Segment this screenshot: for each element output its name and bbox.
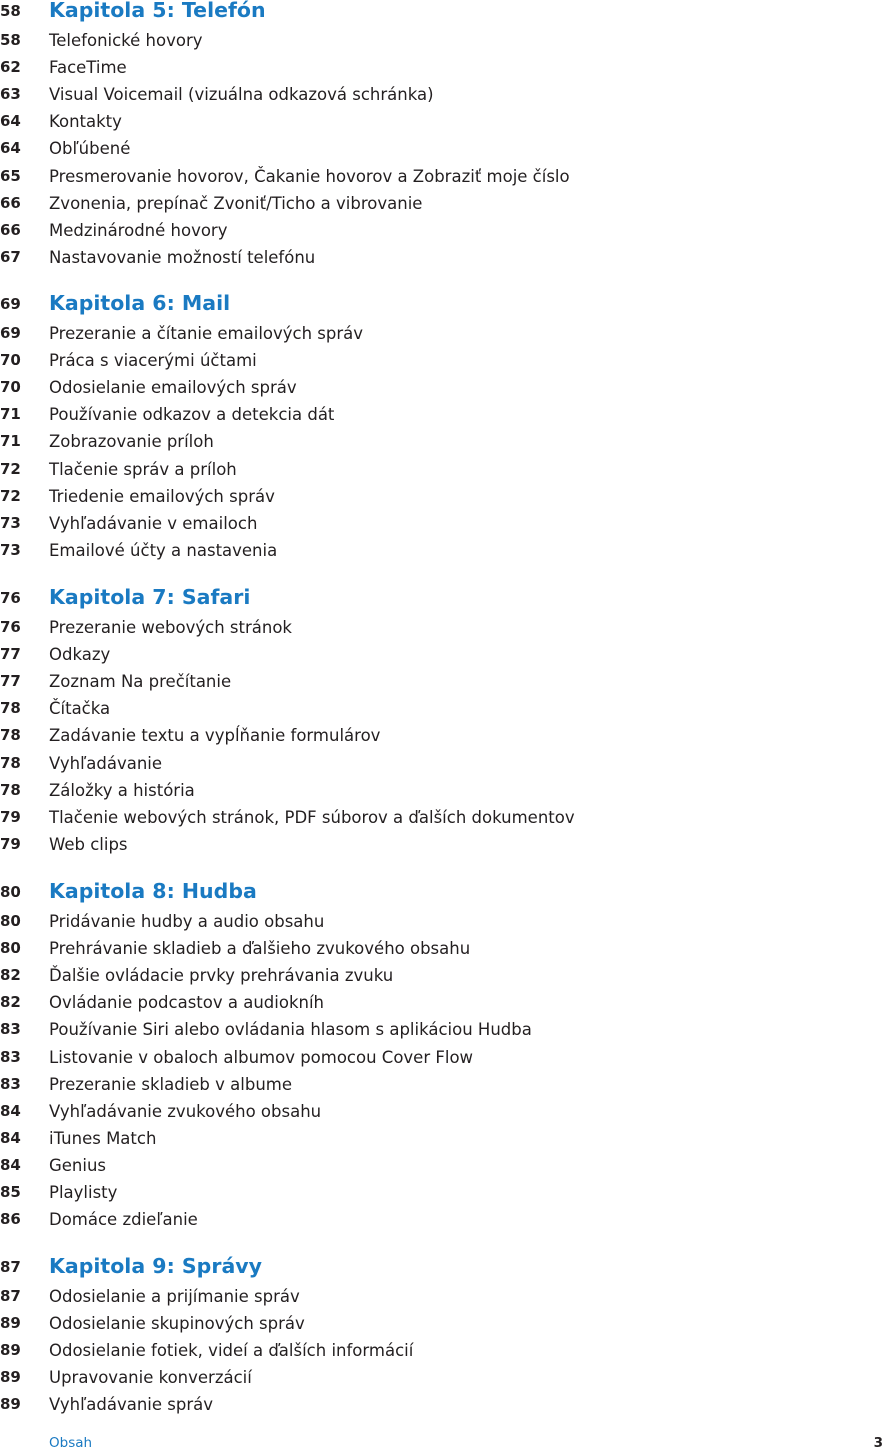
toc-entry[interactable] xyxy=(0,244,887,271)
entry-title: Odosielanie a prijímanie správ xyxy=(49,1287,300,1307)
toc-entry[interactable] xyxy=(0,217,887,244)
entry-title: Nastavovanie možností telefónu xyxy=(49,247,316,267)
entry-title: Odosielanie fotiek, videí a ďalších informácií xyxy=(49,1341,414,1361)
entry-title: Práca s viacerými účtami xyxy=(49,351,257,371)
entry-page-number: 84 xyxy=(0,1155,21,1174)
entry-title: Odosielanie skupinových správ xyxy=(49,1314,305,1334)
entry-title: Čítačka xyxy=(49,699,111,719)
entry-title: Telefonické hovory xyxy=(49,31,203,51)
entry-title: Zadávanie textu a vypĺňanie formulárov xyxy=(49,726,381,746)
toc-entry[interactable] xyxy=(0,54,887,81)
entry-title: Emailové účty a nastavenia xyxy=(49,540,278,560)
entry-page-number: 76 xyxy=(0,618,21,637)
entry-title: Genius xyxy=(49,1155,107,1175)
entry-title: Záložky a história xyxy=(49,780,195,800)
entry-title: Upravovanie konverzácií xyxy=(49,1368,252,1388)
entry-page-number: 70 xyxy=(0,378,21,397)
entry-title: Odosielanie emailových správ xyxy=(49,378,297,398)
entry-page-number: 66 xyxy=(0,193,21,212)
entry-page-number: 89 xyxy=(0,1395,21,1414)
toc-entry[interactable] xyxy=(0,1098,887,1125)
chapter-heading[interactable] xyxy=(0,587,887,614)
footer-page-number: 3 xyxy=(873,1435,883,1451)
chapter-section xyxy=(0,0,887,271)
entry-page-number: 83 xyxy=(0,1074,21,1093)
toc-entry[interactable] xyxy=(0,483,887,510)
entry-page-number: 67 xyxy=(0,247,21,266)
chapter-page-number: 69 xyxy=(0,295,21,313)
chapter-heading[interactable] xyxy=(0,1256,887,1283)
entry-title: FaceTime xyxy=(49,58,127,78)
entry-title: Prezeranie a čítanie emailových správ xyxy=(49,324,364,344)
entry-title: Prezeranie webových stránok xyxy=(49,618,292,638)
entry-page-number: 89 xyxy=(0,1314,21,1333)
entry-title: Prehrávanie skladieb a ďalšieho zvukového obsahu xyxy=(49,939,471,959)
toc-entry[interactable] xyxy=(0,537,887,564)
entry-title: Zoznam Na prečítanie xyxy=(49,672,232,692)
entry-page-number: 70 xyxy=(0,351,21,370)
entry-page-number: 72 xyxy=(0,459,21,478)
toc-entry[interactable] xyxy=(0,510,887,537)
toc-entry[interactable] xyxy=(0,1310,887,1337)
toc-entry[interactable] xyxy=(0,831,887,858)
entry-page-number: 64 xyxy=(0,139,21,158)
entry-page-number: 80 xyxy=(0,939,21,958)
toc-entry[interactable] xyxy=(0,614,887,641)
entry-title: Visual Voicemail (vizuálna odkazová schránka) xyxy=(49,85,434,105)
chapter-title: Kapitola 5: Telefón xyxy=(49,0,266,22)
toc-entry[interactable] xyxy=(0,1044,887,1071)
toc-entry[interactable] xyxy=(0,135,887,162)
entry-page-number: 85 xyxy=(0,1183,21,1202)
entry-page-number: 82 xyxy=(0,966,21,985)
entry-title: Vyhľadávanie zvukového obsahu xyxy=(49,1101,322,1121)
entry-title: Ovládanie podcastov a audiokníh xyxy=(49,993,324,1013)
entry-title: Tlačenie správ a príloh xyxy=(49,459,237,479)
toc-entry[interactable] xyxy=(0,668,887,695)
entry-title: Domáce zdieľanie xyxy=(49,1210,198,1230)
entry-title: Triedenie emailových správ xyxy=(49,486,275,506)
toc-entry[interactable] xyxy=(0,401,887,428)
toc-entry[interactable] xyxy=(0,750,887,777)
entry-page-number: 72 xyxy=(0,486,21,505)
entry-page-number: 78 xyxy=(0,726,21,745)
chapter-title: Kapitola 8: Hudba xyxy=(49,879,257,903)
entry-page-number: 65 xyxy=(0,166,21,185)
entry-page-number: 79 xyxy=(0,807,21,826)
entry-title: Pridávanie hudby a audio obsahu xyxy=(49,912,325,932)
toc-entry[interactable] xyxy=(0,777,887,804)
toc-entry[interactable] xyxy=(0,190,887,217)
toc-entry[interactable] xyxy=(0,641,887,668)
footer-section-label: Obsah xyxy=(49,1435,93,1451)
chapter-section xyxy=(0,587,887,858)
chapter-section xyxy=(0,1256,887,1419)
entry-title: iTunes Match xyxy=(49,1128,157,1148)
entry-page-number: 66 xyxy=(0,220,21,239)
entry-page-number: 84 xyxy=(0,1101,21,1120)
toc-entry[interactable] xyxy=(0,1283,887,1310)
toc-entry[interactable] xyxy=(0,347,887,374)
entry-page-number: 71 xyxy=(0,405,21,424)
chapter-heading[interactable] xyxy=(0,881,887,908)
chapter-section xyxy=(0,293,887,564)
entry-page-number: 77 xyxy=(0,645,21,664)
entry-title: Medzinárodné hovory xyxy=(49,220,228,240)
toc-entry[interactable] xyxy=(0,1071,887,1098)
entry-page-number: 79 xyxy=(0,834,21,853)
entry-title: Kontakty xyxy=(49,112,122,132)
entry-page-number: 78 xyxy=(0,753,21,772)
entry-title: Používanie Siri alebo ovládania hlasom s aplikáciou Hudba xyxy=(49,1020,532,1040)
entry-page-number: 73 xyxy=(0,513,21,532)
entry-page-number: 71 xyxy=(0,432,21,451)
toc-entry[interactable] xyxy=(0,1125,887,1152)
chapter-page-number: 76 xyxy=(0,589,21,607)
toc-entry[interactable] xyxy=(0,1364,887,1391)
entry-page-number: 63 xyxy=(0,85,21,104)
chapter-page-number: 87 xyxy=(0,1258,21,1276)
toc-entry[interactable] xyxy=(0,108,887,135)
entry-page-number: 62 xyxy=(0,58,21,77)
toc-entry[interactable] xyxy=(0,1391,887,1418)
chapter-heading[interactable] xyxy=(0,293,887,320)
chapter-page-number: 58 xyxy=(0,2,21,20)
entry-title: Zvonenia, prepínač Zvoniť/Ticho a vibrovanie xyxy=(49,193,423,213)
toc-entry[interactable] xyxy=(0,428,887,455)
entry-page-number: 73 xyxy=(0,540,21,559)
entry-title: Web clips xyxy=(49,834,128,854)
chapter-heading[interactable] xyxy=(0,0,887,27)
chapter-page-number: 80 xyxy=(0,883,21,901)
toc-entry[interactable] xyxy=(0,320,887,347)
entry-title: Používanie odkazov a detekcia dát xyxy=(49,405,335,425)
entry-page-number: 78 xyxy=(0,780,21,799)
entry-title: Playlisty xyxy=(49,1183,118,1203)
entry-title: Vyhľadávanie správ xyxy=(49,1395,213,1415)
entry-title: Prezeranie skladieb v albume xyxy=(49,1074,293,1094)
toc-entry[interactable] xyxy=(0,163,887,190)
entry-page-number: 77 xyxy=(0,672,21,691)
entry-title: Tlačenie webových stránok, PDF súborov a ďalších dokumentov xyxy=(49,807,575,827)
toc-entry[interactable] xyxy=(0,1206,887,1233)
entry-title: Obľúbené xyxy=(49,139,131,159)
toc-entry[interactable] xyxy=(0,1179,887,1206)
toc-entry[interactable] xyxy=(0,695,887,722)
toc-entry[interactable] xyxy=(0,722,887,749)
entry-page-number: 64 xyxy=(0,112,21,131)
chapter-section xyxy=(0,881,887,1233)
entry-title: Odkazy xyxy=(49,645,111,665)
toc-entry[interactable] xyxy=(0,1337,887,1364)
entry-page-number: 78 xyxy=(0,699,21,718)
toc-entry[interactable] xyxy=(0,935,887,962)
entry-page-number: 87 xyxy=(0,1287,21,1306)
entry-title: Vyhľadávanie v emailoch xyxy=(49,513,258,533)
toc-entry[interactable] xyxy=(0,1152,887,1179)
toc-entry[interactable] xyxy=(0,456,887,483)
entry-title: Zobrazovanie príloh xyxy=(49,432,214,452)
chapter-title: Kapitola 9: Správy xyxy=(49,1254,263,1278)
entry-page-number: 89 xyxy=(0,1341,21,1360)
entry-page-number: 86 xyxy=(0,1210,21,1229)
toc-entry[interactable] xyxy=(0,27,887,54)
entry-page-number: 82 xyxy=(0,993,21,1012)
entry-page-number: 80 xyxy=(0,912,21,931)
entry-page-number: 84 xyxy=(0,1128,21,1147)
entry-page-number: 83 xyxy=(0,1020,21,1039)
toc-entry[interactable] xyxy=(0,989,887,1016)
chapter-title: Kapitola 7: Safari xyxy=(49,585,251,609)
toc-entry[interactable] xyxy=(0,804,887,831)
entry-page-number: 89 xyxy=(0,1368,21,1387)
toc-entry[interactable] xyxy=(0,81,887,108)
toc-entry[interactable] xyxy=(0,374,887,401)
toc-entry[interactable] xyxy=(0,1016,887,1043)
entry-page-number: 69 xyxy=(0,324,21,343)
chapter-title: Kapitola 6: Mail xyxy=(49,291,231,315)
entry-title: Ďalšie ovládacie prvky prehrávania zvuku xyxy=(49,966,394,986)
entry-title: Presmerovanie hovorov, Čakanie hovorov a Zobraziť moje číslo xyxy=(49,166,570,186)
entry-page-number: 58 xyxy=(0,31,21,50)
entry-page-number: 83 xyxy=(0,1047,21,1066)
toc-entry[interactable] xyxy=(0,908,887,935)
toc-entry[interactable] xyxy=(0,962,887,989)
entry-title: Listovanie v obaloch albumov pomocou Cover Flow xyxy=(49,1047,474,1067)
entry-title: Vyhľadávanie xyxy=(49,753,163,773)
